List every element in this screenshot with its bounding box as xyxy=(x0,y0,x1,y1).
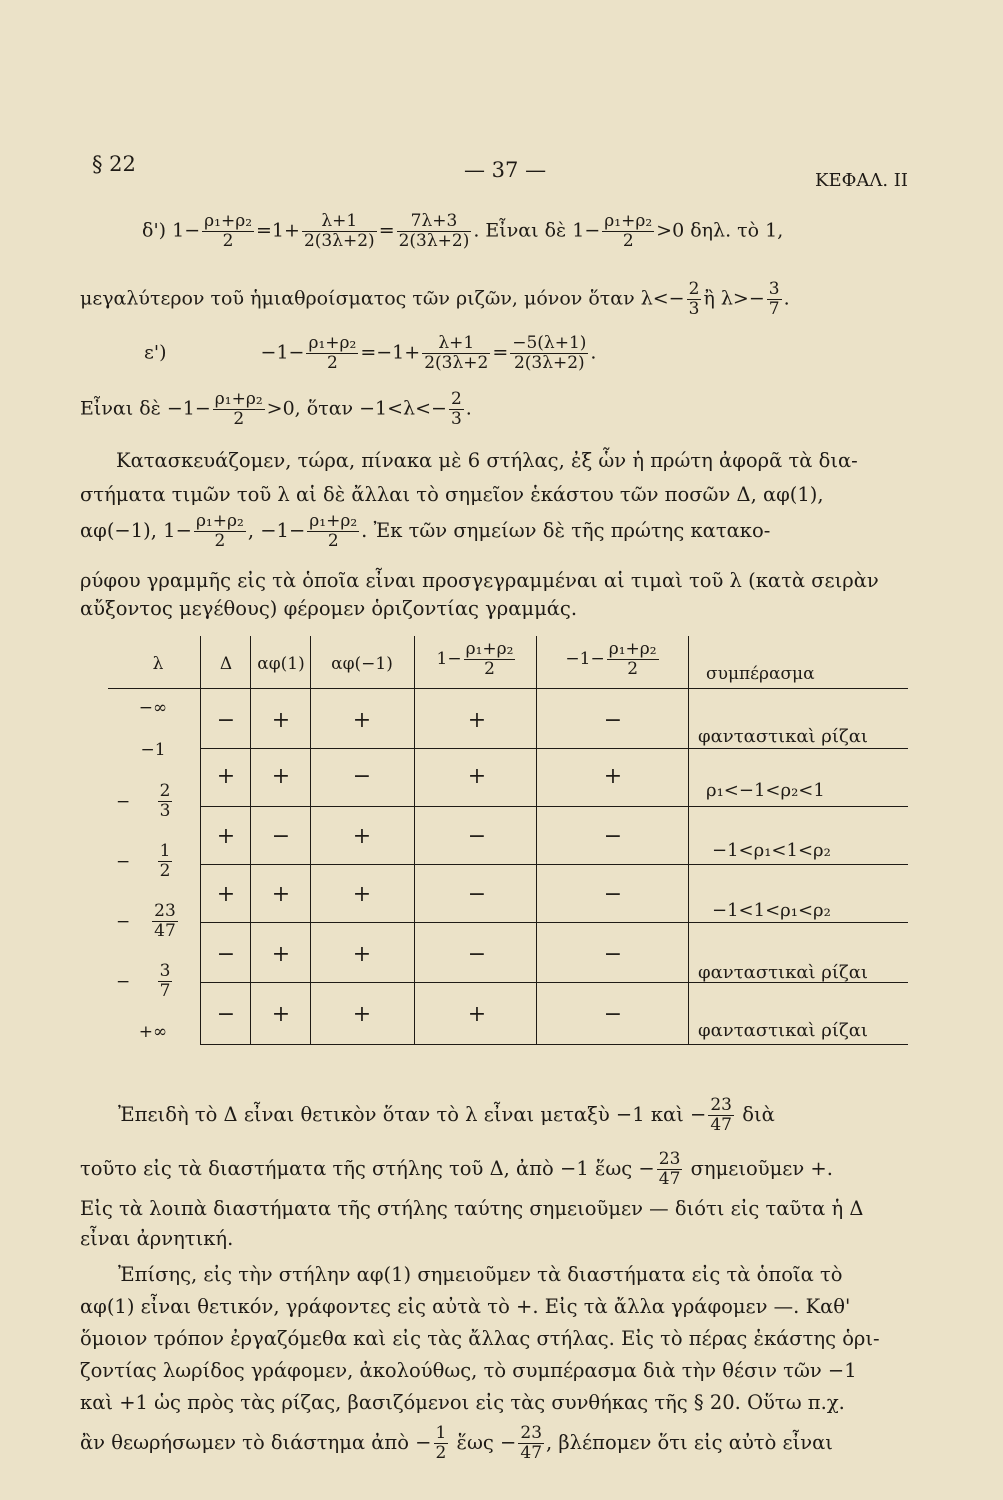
table-cell: − xyxy=(467,942,487,967)
lambda-value: +∞ xyxy=(138,1022,168,1042)
table-cell: + xyxy=(352,708,372,733)
header-c5: −1− $\frac{\text{ρ₁+ρ₂}}{2}$ xyxy=(565,639,657,679)
table-cell: − xyxy=(467,824,487,849)
lambda-fraction: − $\frac{2}{3}$ xyxy=(116,781,171,821)
table-cell: − xyxy=(352,764,372,789)
lambda-value: −∞ xyxy=(138,698,168,718)
table-cell: + xyxy=(216,824,236,849)
fraction: $\frac{\lambda+1}{2(3\lambda+2)}$ xyxy=(303,211,375,251)
table-cell: − xyxy=(216,1002,236,1027)
paragraph-line: τοῦτο εἰς τὰ διαστήματα τῆς στήλης τοῦ Δ, ἀπὸ −1 ἕως − $\frac{23}{47}$ σημειοῦμεν +. xyxy=(80,1149,833,1189)
equation-delta xyxy=(142,212,783,251)
table-cell: + xyxy=(352,942,372,967)
fraction: $\frac{-5(\lambda+1)}{2(3\lambda+2)}$ xyxy=(512,333,587,373)
paragraph-line: αὔξοντος μεγέθους) φέρομεν ὁριζοντίας γραμμάς. xyxy=(80,597,578,620)
fraction: $\frac{2}{3}$ xyxy=(688,279,700,319)
fraction: $\frac{\text{ρ₁+ρ₂}}{2}$ xyxy=(195,511,244,551)
eq-label: ε') xyxy=(144,341,167,364)
table-conclusion: ρ₁<−1<ρ₂<1 xyxy=(706,780,825,801)
table-cell: − xyxy=(216,708,236,733)
fraction: $\frac{23}{47}$ xyxy=(710,1095,732,1135)
table-cell: + xyxy=(271,1002,291,1027)
table-conclusion: φανταστικαὶ ρίζαι xyxy=(698,1020,868,1041)
paragraph-line: αφ(1) εἶναι θετικόν, γράφοντες εἰς αὐτὰ τὸ +. Εἰς τὰ ἄλλα γράφομεν —. Καθ' xyxy=(80,1295,851,1318)
sign-table xyxy=(108,636,908,1056)
table-cell: − xyxy=(467,882,487,907)
table-cell: − xyxy=(603,882,623,907)
table-cell: + xyxy=(352,1002,372,1027)
fraction: $\frac{2}{3}$ xyxy=(450,389,462,429)
paragraph-line: Εἰς τὰ λοιπὰ διαστήματα τῆς στήλης ταύτης σημειοῦμεν — διότι εἰς ταῦτα ἡ Δ xyxy=(80,1197,864,1220)
table-cell: + xyxy=(271,882,291,907)
paragraph-line: Ἐπίσης, εἰς τὴν στήλην αφ(1) σημειοῦμεν τὰ διαστήματα εἰς τὰ ὁποῖα τὸ xyxy=(118,1263,843,1286)
fraction: $\frac{\text{ρ₁+ρ₂}}{2}$ xyxy=(308,333,357,373)
table-cell: + xyxy=(216,764,236,789)
header-c4: 1− $\frac{\text{ρ₁+ρ₂}}{2}$ xyxy=(436,639,514,679)
chapter-label: ΚΕΦΑΛ. ΙΙ xyxy=(815,170,909,191)
paragraph-line: Ἐπειδὴ τὸ Δ εἶναι θετικὸν ὅταν τὸ λ εἶναι μεταξὺ −1 καὶ − $\frac{23}{47}$ διὰ xyxy=(118,1095,775,1135)
eq-text: =1+ xyxy=(256,219,300,242)
table-cell: − xyxy=(603,708,623,733)
section-number: § 22 xyxy=(92,152,136,176)
table-cell: + xyxy=(467,708,487,733)
eq-text: . Εἶναι δὲ 1− xyxy=(473,219,601,242)
table-cell: + xyxy=(352,882,372,907)
table-hline xyxy=(200,922,908,923)
table-hline xyxy=(108,688,908,689)
paragraph-line: ἂν θεωρήσωμεν τὸ διάστημα ἀπὸ − $\frac{1}{2}$ ἕως − $\frac{23}{47}$ , βλέπομεν ὅτι εἰς αὐτὸ εἶναι xyxy=(80,1423,833,1463)
header-conclusion: συμπέρασμα xyxy=(706,664,815,684)
table-cell: + xyxy=(603,764,623,789)
lambda-fraction: − $\frac{1}{2}$ xyxy=(116,841,171,881)
table-conclusion: φανταστικαὶ ρίζαι xyxy=(698,726,868,747)
table-cell: − xyxy=(271,824,291,849)
header-afm1: αφ(−1) xyxy=(331,654,393,674)
fraction: $\frac{23}{47}$ xyxy=(658,1149,681,1189)
table-conclusion: −1<1<ρ₁<ρ₂ xyxy=(712,900,831,921)
paragraph-line: ὅμοιον τρόπον ἐργαζόμεθα καὶ εἰς τὰς ἄλλας στήλας. Εἰς τὸ πέρας ἑκάστης ὁρι- xyxy=(80,1327,880,1350)
eq-text: = xyxy=(378,219,395,242)
table-cell: + xyxy=(271,764,291,789)
fraction: $\frac{\text{ρ₁+ρ₂}}{2}$ xyxy=(204,211,253,251)
table-cell: − xyxy=(216,942,236,967)
table-hline xyxy=(200,864,908,865)
paragraph-line: Κατασκευάζομεν, τώρα, πίνακα μὲ 6 στήλας, ἐξ ὧν ἡ πρώτη ἀφορᾶ τὰ δια- xyxy=(116,449,858,472)
eq-text: >0 δηλ. τὸ 1, xyxy=(656,219,784,242)
header-af1: αφ(1) xyxy=(257,654,305,674)
paragraph-line: ρύφου γραμμῆς εἰς τὰ ὁποῖα εἶναι προσγεγραμμέναι αἱ τιμαὶ τοῦ λ (κατὰ σειρὰν xyxy=(80,569,879,592)
table-conclusion: −1<ρ₁<1<ρ₂ xyxy=(712,840,831,861)
lambda-fraction: − $\frac{3}{7}$ xyxy=(116,961,171,1001)
table-cell: − xyxy=(603,824,623,849)
table-cell: + xyxy=(271,942,291,967)
table-cell: − xyxy=(603,942,623,967)
fraction: $\frac{\text{ρ₁+ρ₂}}{2}$ xyxy=(309,511,358,551)
table-conclusion: φανταστικαὶ ρίζαι xyxy=(698,962,868,983)
table-hline xyxy=(200,806,908,807)
paragraph-line: ζοντίας λωρίδος γράφομεν, ἀκολούθως, τὸ συμπέρασμα διὰ τὴν θέσιν τῶν −1 xyxy=(80,1359,857,1382)
paragraph-line: εἶναι ἀρνητική. xyxy=(80,1227,234,1250)
table-hline xyxy=(200,1044,908,1045)
table-cell: − xyxy=(603,1002,623,1027)
fraction: $\frac{3}{7}$ xyxy=(768,279,780,319)
table-cell: + xyxy=(352,824,372,849)
fraction: $\frac{1}{2}$ xyxy=(435,1423,447,1463)
table-cell: + xyxy=(271,708,291,733)
equation-epsilon: ε') −1− $\frac{\text{ρ₁+ρ₂}}{2}$ =−1+ $\frac{\lambda+1}{2(3\lambda+2}$ = $\frac{-5(\lambda+1)}{2(3\lambda+2)}$ . xyxy=(144,333,597,373)
paragraph-line: καὶ +1 ὡς πρὸς τὰς ρίζας, βασιζόμενοι εἰς τὰς συνθήκας τῆς § 20. Οὕτω π.χ. xyxy=(80,1391,845,1414)
table-cell: + xyxy=(467,764,487,789)
table-cell: + xyxy=(467,1002,487,1027)
page-number: — 37 — xyxy=(464,158,547,182)
header-lambda: λ xyxy=(152,654,164,674)
paragraph-line: στήματα τιμῶν τοῦ λ αἱ δὲ ἄλλαι τὸ σημεῖον ἑκάστου τῶν ποσῶν Δ, αφ(1), xyxy=(80,483,824,506)
fraction: $\frac{23}{47}$ xyxy=(520,1423,543,1463)
text-line: μεγαλύτερον τοῦ ἡμιαθροίσματος τῶν ριζῶν, μόνον ὅταν λ<− $\frac{2}{3}$ ἢ λ>− $\frac{3}{7}$ . xyxy=(80,279,790,319)
fraction: $\frac{\text{ρ₁+ρ₂}}{2}$ xyxy=(214,389,263,429)
text-line: Εἶναι δὲ −1− $\frac{\text{ρ₁+ρ₂}}{2}$ >0, ὅταν −1<λ<− $\frac{2}{3}$ . xyxy=(80,389,472,429)
table-cell: + xyxy=(216,882,236,907)
eq-label: δ') xyxy=(142,219,167,242)
lambda-fraction: − $\frac{23}{47}$ xyxy=(116,901,176,941)
lambda-value: −1 xyxy=(140,740,166,760)
fraction: $\frac{7\lambda+3}{2(3\lambda+2)}$ xyxy=(398,211,470,251)
eq-text: 1− xyxy=(172,219,201,242)
table-hline xyxy=(200,748,908,749)
paragraph-line: αφ(−1), 1− $\frac{\text{ρ₁+ρ₂}}{2}$ , −1− $\frac{\text{ρ₁+ρ₂}}{2}$ . Ἐκ τῶν σημείων δὲ τῆς πρώτης κατακο- xyxy=(80,511,771,551)
fraction: $\frac{\text{ρ₁+ρ₂}}{2}$ xyxy=(604,211,653,251)
header-delta: Δ xyxy=(219,654,233,674)
fraction: $\frac{\lambda+1}{2(3\lambda+2}$ xyxy=(424,333,489,373)
